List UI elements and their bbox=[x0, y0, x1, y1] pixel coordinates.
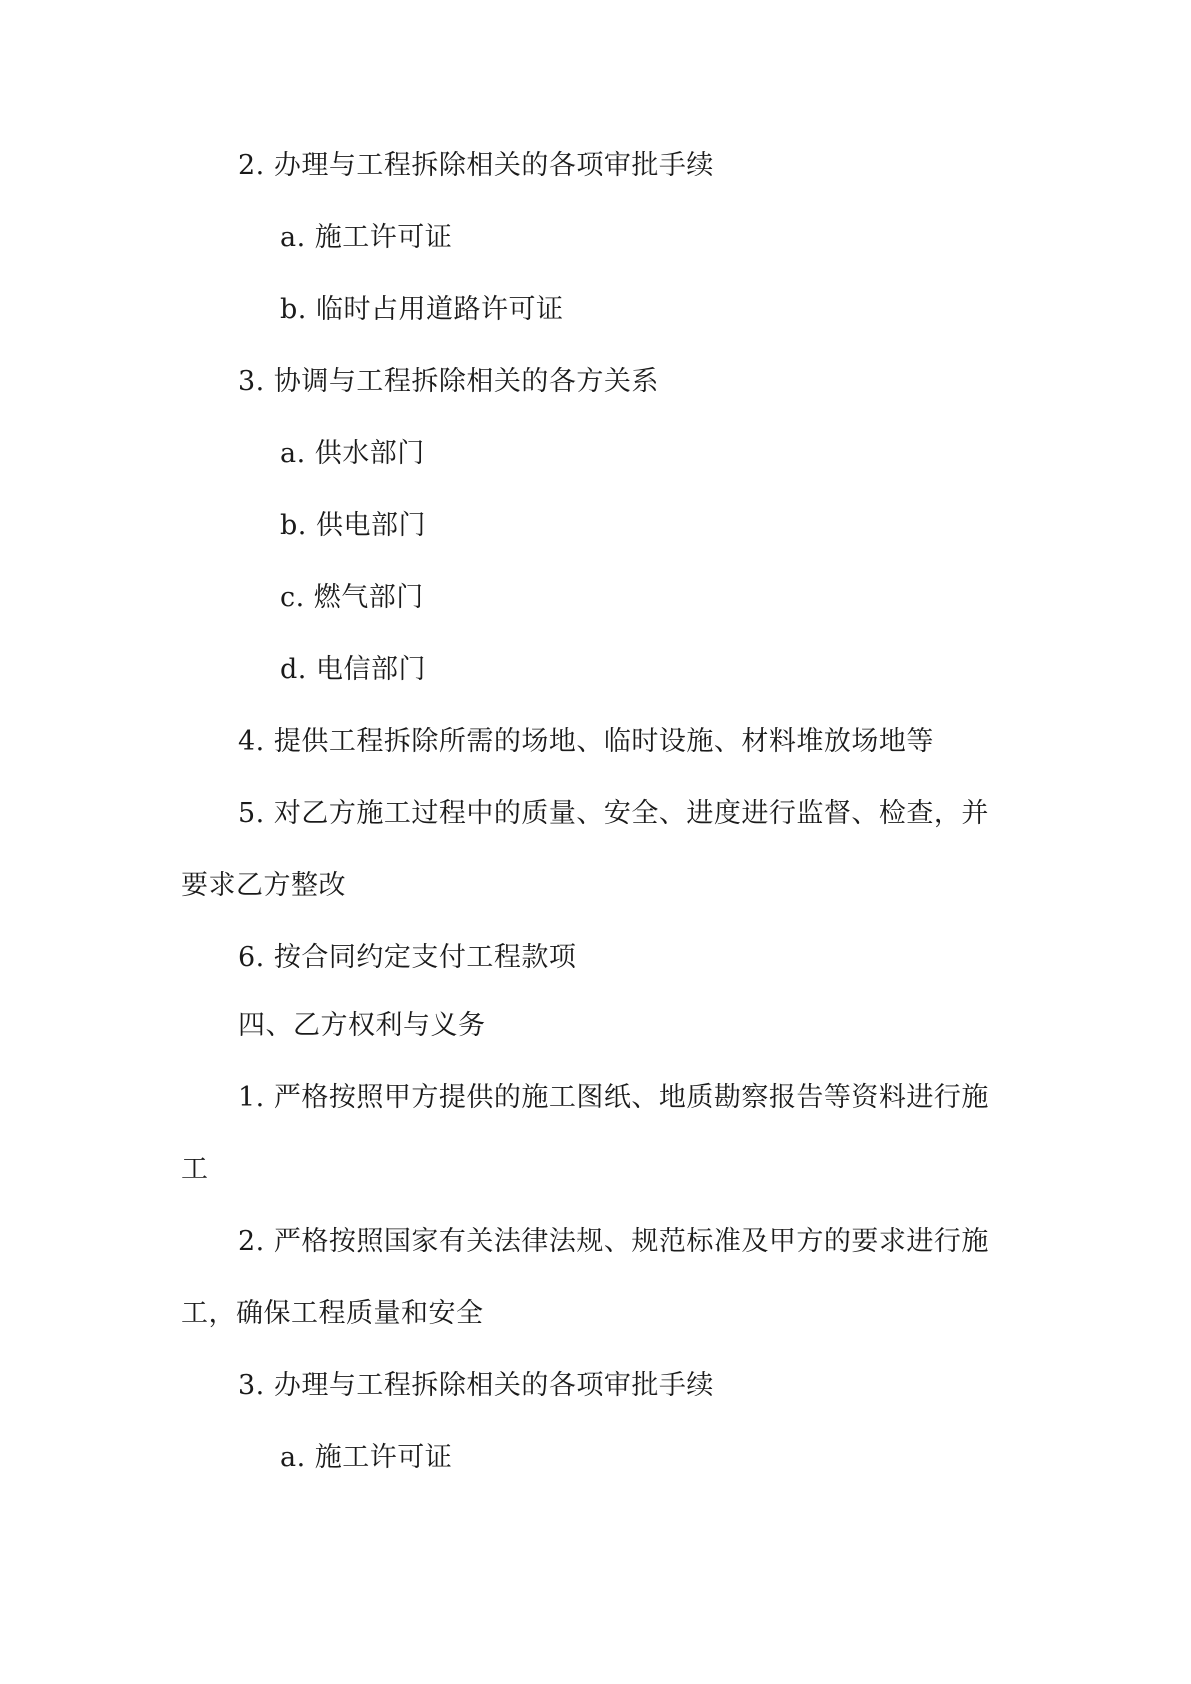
list-item-1-continuation: 工 bbox=[181, 1154, 209, 1185]
sub-item-gas: c. 燃气部门 bbox=[280, 582, 424, 613]
list-item-6-payment: 6. 按合同约定支付工程款项 bbox=[238, 942, 577, 973]
list-item-4-site: 4. 提供工程拆除所需的场地、临时设施、材料堆放场地等 bbox=[238, 726, 934, 757]
sub-item-road-permit: b. 临时占用道路许可证 bbox=[280, 294, 564, 325]
sub-item-power: b. 供电部门 bbox=[280, 510, 426, 541]
list-item-5-continuation: 要求乙方整改 bbox=[181, 870, 346, 901]
sub-item-telecom: d. 电信部门 bbox=[280, 654, 426, 685]
list-item-3-approvals: 3. 办理与工程拆除相关的各项审批手续 bbox=[238, 1370, 714, 1401]
section-heading-party-b: 四、乙方权利与义务 bbox=[238, 1010, 486, 1041]
list-item-5-supervision: 5. 对乙方施工过程中的质量、安全、进度进行监督、检查，并 bbox=[238, 798, 989, 829]
sub-item-construction-permit: a. 施工许可证 bbox=[280, 222, 453, 253]
list-item-2-regulations: 2. 严格按照国家有关法律法规、规范标准及甲方的要求进行施 bbox=[238, 1226, 989, 1257]
list-item-1-drawings: 1. 严格按照甲方提供的施工图纸、地质勘察报告等资料进行施 bbox=[238, 1082, 989, 1113]
sub-item-construction-permit-2: a. 施工许可证 bbox=[280, 1442, 453, 1473]
list-item-2-continuation: 工，确保工程质量和安全 bbox=[181, 1298, 484, 1329]
sub-item-water: a. 供水部门 bbox=[280, 438, 425, 469]
list-item-3-coordination: 3. 协调与工程拆除相关的各方关系 bbox=[238, 366, 659, 397]
list-item-2-approvals: 2. 办理与工程拆除相关的各项审批手续 bbox=[238, 150, 714, 181]
